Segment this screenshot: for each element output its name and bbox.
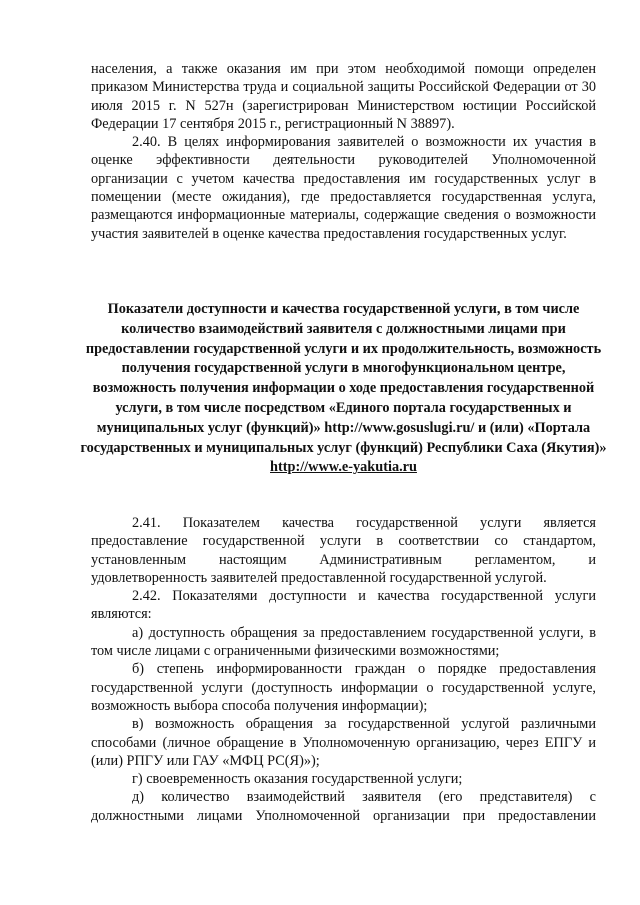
section-heading — [80, 300, 607, 478]
paragraph-continuation: населения, а также оказания им при этом необходимой помощи определен приказом Министерства труда и социальной защиты Российской Федерации от 30 июля 2015 г. N 527н (зарегистрирован Министерством юстиции Российской Федерации 17 сентября 2015 г., регистрационный N 38897). — [91, 61, 596, 132]
top-text-block — [91, 60, 596, 243]
paragraph-2-41: 2.41. Показателем качества государственной услуги является предоставление государственной услуги в соответствии со стандартом, установленным настоящим Административным регламентом, и удовлетворенность заявителей предоставленной государственной услугой. — [91, 515, 596, 586]
paragraph-2-40: 2.40. В целях информирования заявителей о возможности их участия в оценке эффективности деятельности руководителей Уполномоченной организации с учетом качества предоставления им государственных услуг в помещении (месте ожидания), где предоставляется государственная услуга, размещаются информационные материалы, содержащие сведения о возможности участия заявителей в оценке качества предоставления государственных услуг. — [91, 134, 596, 242]
list-item-a: а) доступность обращения за предоставлением государственной услуги, в том числе лицами с ограниченными физическими возможностями; — [91, 624, 596, 660]
list-item-v: в) возможность обращения за государственной услугой различными способами (личное обращение в Уполномоченную организацию, через ЕПГУ и (или) РПГУ или ГАУ «МФЦ РС(Я)»); — [91, 716, 596, 769]
section-heading-text: Показатели доступности и качества государственной услуги, в том числе количество взаимодействий заявителя с должностными лицами при предоставлении государственной услуги и их продолжительность, возможность получения государственной услуги в многофункциональном центре, возможность получения информации о ходе предоставления государственной услуги, в том числе посредством «Единого портала государственных и муниципальных услуг (функций)» http://www.gosuslugi.ru/ и (или) «Портала государственных и муниципальных услуг (функций) Республики Саха (Якутия)» — [80, 301, 607, 456]
list-item-b: б) степень информированности граждан о порядке предоставления государственной услуги (доступность информации о государственной услуге, возможность выбора способа получения информации); — [91, 661, 596, 714]
paragraph-2-42: 2.42. Показателями доступности и качества государственной услуги являются: — [91, 588, 596, 623]
list-item-g: г) своевременность оказания государственной услуги; — [132, 771, 463, 788]
bottom-text-block — [91, 514, 596, 825]
list-item-d: д) количество взаимодействий заявителя (его представителя) с должностными лицами Уполномоченной организации при предоставлении — [91, 789, 596, 824]
e-yakutia-link[interactable]: http://www.e-yakutia.ru — [270, 459, 417, 476]
